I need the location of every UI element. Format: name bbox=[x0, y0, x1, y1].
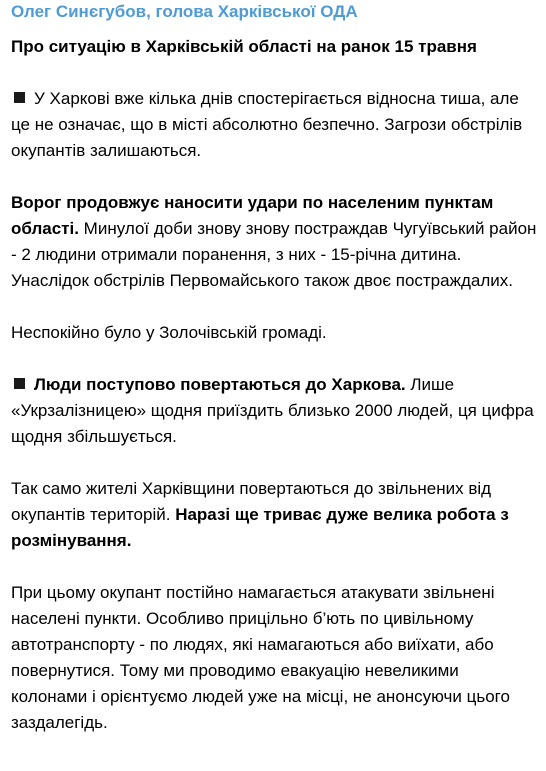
paragraph-3 bbox=[11, 320, 538, 346]
paragraph-1 bbox=[11, 86, 538, 164]
paragraph-4-bold: Люди поступово повертаються до Харкова. bbox=[34, 375, 406, 394]
spacer bbox=[11, 164, 538, 190]
black-square-icon bbox=[14, 92, 25, 103]
spacer bbox=[11, 554, 538, 580]
spacer bbox=[11, 294, 538, 320]
paragraph-6 bbox=[11, 580, 538, 736]
paragraph-6-text: При цьому окупант постійно намагається атакувати звільнені населені пункти. Особливо прицільно б’ють по цивільному автотранспорту - по людях, які намагаються або виїхати, або повернутися. Тому ми проводимо евакуацію невеликими колонами і орієнтуємо людей уже на місці, не анонсуючи цього заздалегідь. bbox=[11, 583, 510, 732]
spacer bbox=[11, 346, 538, 372]
spacer bbox=[11, 60, 538, 86]
paragraph-5 bbox=[11, 476, 538, 554]
spacer bbox=[11, 450, 538, 476]
paragraph-2-bold: Ворог продовжує наносити удари по населеним пунктам області. bbox=[11, 193, 494, 238]
paragraph-5-bold: Наразі ще триває дуже велика робота з розмінування. bbox=[11, 505, 509, 550]
paragraph-4 bbox=[11, 372, 538, 450]
paragraph-2-text: Минулої доби знову знову постраждав Чугуївський район - 2 людини отримали поранення, з них - 15-річна дитина. Унаслідок обстрілів Первомайського також двоє постраждалих. bbox=[11, 219, 537, 290]
paragraph-3-text: Неспокійно було у Золочівській громаді. bbox=[11, 323, 327, 342]
paragraph-5-text: Так само жителі Харківщини повертаються до звільнених від окупантів територій. bbox=[11, 479, 492, 524]
post-headline: Про ситуацію в Харківській області на ранок 15 травня bbox=[11, 37, 477, 56]
paragraph-2 bbox=[11, 190, 538, 294]
author-name[interactable]: Олег Синєгубов, голова Харківської ОДА bbox=[11, 2, 358, 21]
paragraph-4-text: Лише «Укрзалізницею» щодня приїздить близько 2000 людей, ця цифра щодня збільшується. bbox=[11, 375, 534, 446]
black-square-icon bbox=[14, 378, 25, 389]
paragraph-1-text: У Харкові вже кілька днів спостерігається відносна тиша, але це не означає, що в місті абсолютно безпечно. Загрози обстрілів окупантів залишаються. bbox=[11, 89, 523, 160]
